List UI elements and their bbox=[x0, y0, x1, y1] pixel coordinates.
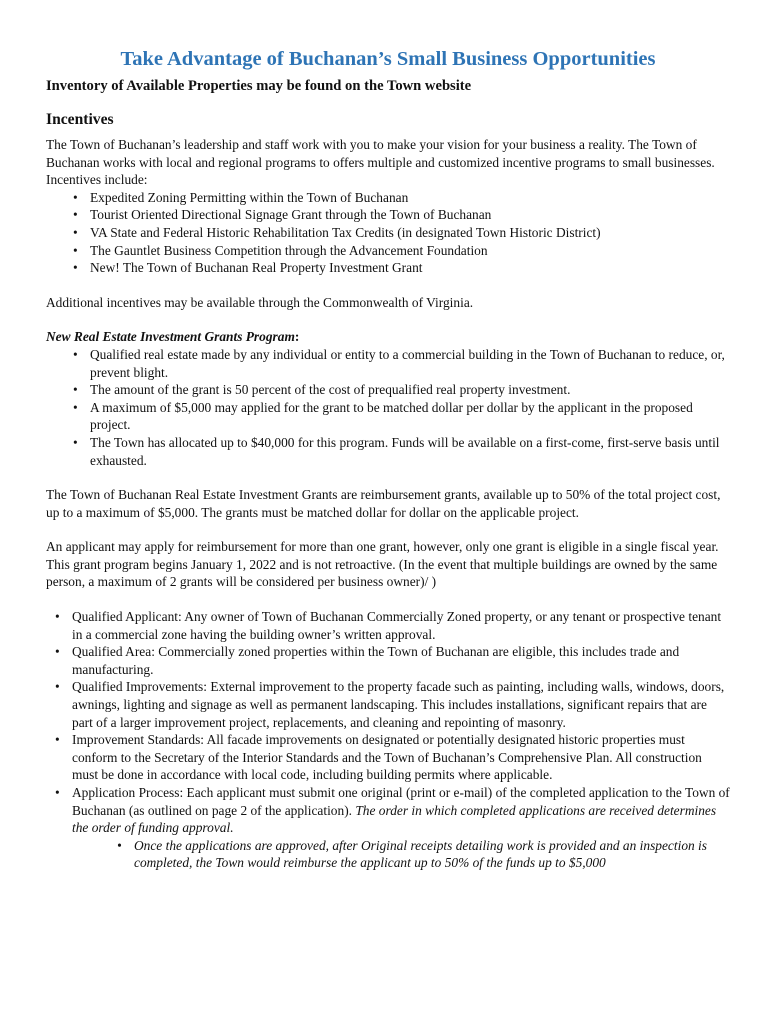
list-item: • The amount of the grant is 50 percent of the cost of prequalified real property investment. bbox=[90, 381, 730, 399]
applicant-paragraph: An applicant may apply for reimbursement for more than one grant, however, only one grant is eligible in a single fiscal year. This grant program begins January 1, 2022 and is not retroactive. (In the event that multiple buildings are owned by the same person, a maximum of 2 grants will be considered per business owner)/ ) bbox=[46, 539, 719, 590]
properties-subtitle: Inventory of Available Properties may be found on the Town website bbox=[46, 78, 472, 94]
incentives-heading: Incentives bbox=[46, 111, 114, 128]
list-item: • The Gauntlet Business Competition through the Advancement Foundation bbox=[90, 242, 730, 260]
list-item-qualified-applicant: • Qualified Applicant: Any owner of Town of Buchanan Commercially Zoned property, or any tenant or prospective tenant in a commercial zone having the building owner’s written approval. bbox=[72, 608, 730, 643]
list-item: • Expedited Zoning Permitting within the Town of Buchanan bbox=[90, 189, 730, 207]
requirements-list bbox=[46, 608, 730, 872]
list-item-qualified-area: • Qualified Area: Commercially zoned properties within the Town of Buchanan are eligible, this includes trade and manufacturing. bbox=[72, 643, 730, 678]
application-sub-list bbox=[72, 837, 730, 872]
application-process-italic: The order in which completed applications are received determines the order of funding approval. bbox=[72, 802, 717, 836]
list-item: • A maximum of $5,000 may applied for the grant to be matched dollar per dollar by the applicant in the proposed project. bbox=[90, 399, 730, 434]
list-item: • Tourist Oriented Directional Signage Grant through the Town of Buchanan bbox=[90, 206, 730, 224]
list-item: • VA State and Federal Historic Rehabilitation Tax Credits (in designated Town Historic District) bbox=[90, 224, 730, 242]
list-item: • Once the applications are approved, after Original receipts detailing work is provided and an inspection is completed, the Town would reimburse the applicant up to 50% of the funds up to $5,000 bbox=[134, 837, 730, 872]
list-item-application-process bbox=[72, 784, 730, 872]
incentives-list bbox=[46, 189, 730, 277]
program-heading bbox=[46, 328, 730, 346]
list-item: • Qualified real estate made by any individual or entity to a commercial building in the Town of Buchanan to reduce, or, prevent blight. bbox=[90, 346, 730, 381]
program-colon: : bbox=[294, 329, 300, 345]
application-process-text: Application Process: Each applicant must submit one original (print or e-mail) of the completed application to the Town of Buchanan (as outlined on page 2 of the application). bbox=[72, 785, 730, 818]
incentives-intro: The Town of Buchanan’s leadership and staff work with you to make your vision for your business a reality. The Town of Buchanan works with local and regional programs to offers multiple and customized incentive programs to small businesses. Incentives include: bbox=[46, 137, 715, 188]
reimbursement-paragraph: The Town of Buchanan Real Estate Investment Grants are reimbursement grants, available up to 50% of the total project cost, up to a maximum of $5,000. The grants must be matched dollar for dollar on the applicable project. bbox=[46, 487, 721, 520]
program-list bbox=[46, 346, 730, 469]
page-title: Take Advantage of Buchanan’s Small Business Opportunities bbox=[120, 48, 656, 70]
program-title: New Real Estate Investment Grants Program bbox=[46, 329, 295, 345]
list-item: • New! The Town of Buchanan Real Property Investment Grant bbox=[90, 259, 730, 277]
list-item-improvement-standards: • Improvement Standards: All facade improvements on designated or potentially designated historic properties must conform to the Secretary of the Interior Standards and the Town of Buchanan’s Comprehensive Plan. All construction must be done in accordance with local code, including building permits where applicable. bbox=[72, 731, 730, 784]
list-item-qualified-improvements: • Qualified Improvements: External improvement to the property facade such as painting, including walls, windows, doors, awnings, lighting and signage as well as permanent landscaping. This includes installations, significant repairs that are part of a larger improvement project, replacements, and cleaning and repointing of masonry. bbox=[72, 678, 730, 731]
additional-incentives: Additional incentives may be available through the Commonwealth of Virginia. bbox=[46, 294, 474, 310]
list-item: • The Town has allocated up to $40,000 for this program. Funds will be available on a first-come, first-serve basis until exhausted. bbox=[90, 434, 730, 469]
